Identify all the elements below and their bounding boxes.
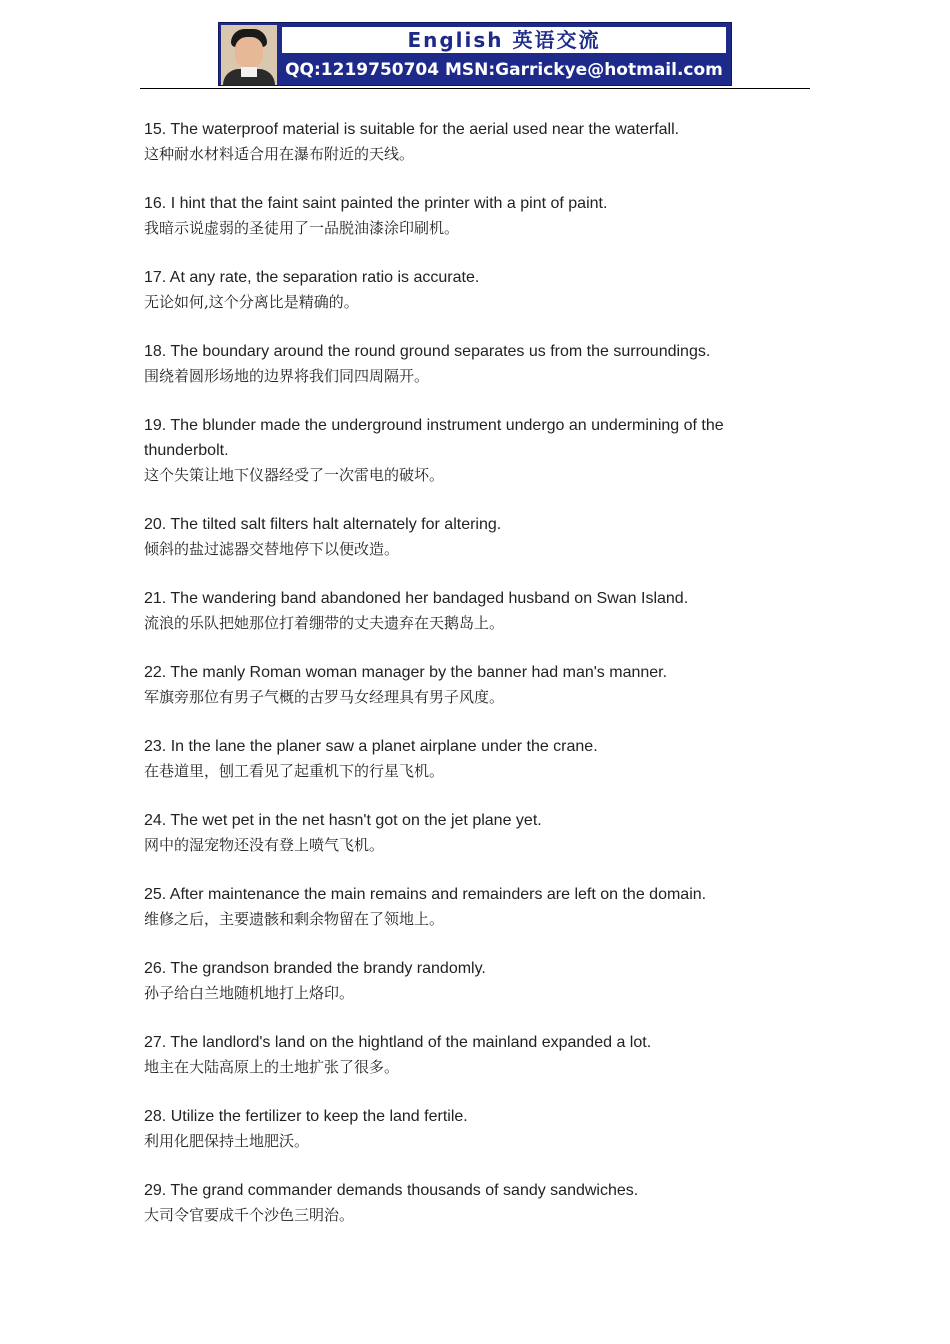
list-item [144,265,784,315]
list-item [144,882,784,932]
english-sentence: 21. The wandering band abandoned her bandaged husband on Swan Island. [144,590,689,607]
list-item [144,1030,784,1080]
english-sentence: 23. In the lane the planer saw a planet airplane under the crane. [144,738,598,755]
list-item [144,660,784,710]
chinese-translation: 这种耐水材料适合用在瀑布附近的天线。 [144,145,415,163]
english-sentence: 28. Utilize the fertilizer to keep the land fertile. [144,1108,468,1125]
list-item [144,956,784,1006]
list-item [144,1178,784,1228]
sentence-list [144,117,784,1252]
list-item [144,191,784,241]
list-item [144,512,784,562]
list-item [144,734,784,784]
chinese-translation: 这个失策让地下仪器经受了一次雷电的破坏。 [144,466,445,484]
english-sentence: 24. The wet pet in the net hasn't got on the jet plane yet. [144,812,542,829]
chinese-translation: 围绕着圆形场地的边界将我们同四周隔开。 [144,367,430,385]
banner-title: English 英语交流 [281,26,727,54]
chinese-translation: 我暗示说虚弱的圣徒用了一品脱油漆涂印刷机。 [144,219,460,237]
chinese-translation: 孙子给白兰地随机地打上烙印。 [144,984,355,1002]
english-sentence: 16. I hint that the faint saint painted the printer with a pint of paint. [144,195,608,212]
chinese-translation: 网中的湿宠物还没有登上喷气飞机。 [144,836,385,854]
english-sentence: 22. The manly Roman woman manager by the banner had man's manner. [144,664,668,681]
list-item [144,1104,784,1154]
english-sentence: 20. The tilted salt filters halt alternately for altering. [144,516,502,533]
list-item [144,586,784,636]
list-item [144,339,784,389]
header-banner [218,22,732,86]
english-sentence: 17. At any rate, the separation ratio is accurate. [144,269,480,286]
chinese-translation: 流浪的乐队把她那位打着绷带的丈夫遗弃在天鹅岛上。 [144,614,505,632]
list-item [144,808,784,858]
list-item [144,117,784,167]
english-sentence: 18. The boundary around the round ground separates us from the surroundings. [144,343,711,360]
banner-contact: QQ:1219750704 MSN:Garrickye@hotmail.com [285,60,723,80]
chinese-translation: 在巷道里，刨工看见了起重机下的行星飞机。 [144,762,445,780]
chinese-translation: 军旗旁那位有男子气概的古罗马女经理具有男子风度。 [144,688,505,706]
chinese-translation: 维修之后，主要遗骸和剩余物留在了领地上。 [144,910,445,928]
chinese-translation: 大司令官要成千个沙色三明治。 [144,1206,355,1224]
english-sentence: 29. The grand commander demands thousands of sandy sandwiches. [144,1182,639,1199]
english-sentence: 26. The grandson branded the brandy randomly. [144,960,486,977]
header-divider [140,88,810,89]
chinese-translation: 地主在大陆高原上的土地扩张了很多。 [144,1058,400,1076]
english-sentence: 15. The waterproof material is suitable for the aerial used near the waterfall. [144,121,680,138]
english-sentence: 25. After maintenance the main remains and remainders are left on the domain. [144,886,707,903]
chinese-translation: 无论如何,这个分离比是精确的。 [144,293,359,311]
chinese-translation: 利用化肥保持土地肥沃。 [144,1132,310,1150]
chinese-translation: 倾斜的盐过滤器交替地停下以便改造。 [144,540,400,558]
english-sentence: 19. The blunder made the underground instrument undergo an undermining of the thunderbolt. [144,417,724,459]
english-sentence: 27. The landlord's land on the hightland of the mainland expanded a lot. [144,1034,652,1051]
author-photo [221,25,277,85]
list-item [144,413,784,488]
